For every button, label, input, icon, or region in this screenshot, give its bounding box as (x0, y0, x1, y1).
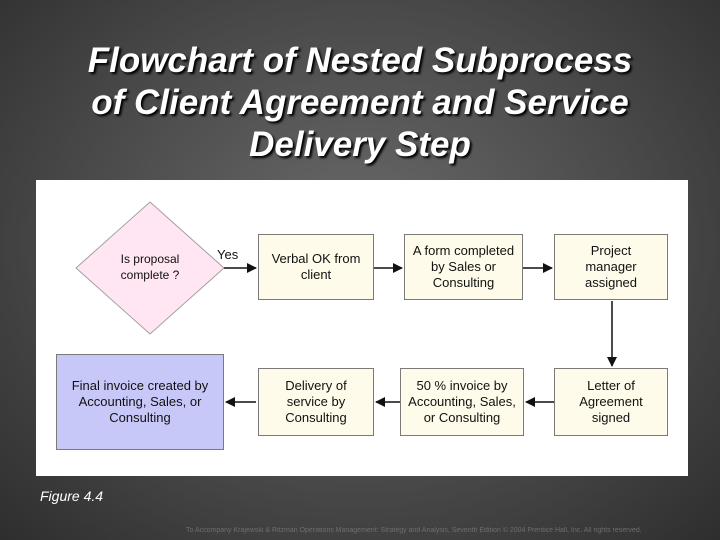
letter-of-agreement-box: Letter of Agreement signed (554, 368, 668, 436)
flowchart-panel (36, 180, 688, 476)
final-invoice-box: Final invoice created by Accounting, Sales, or Consulting (56, 354, 224, 450)
project-manager-box: Project manager assigned (554, 234, 668, 300)
verbal-ok-box: Verbal OK from client (258, 234, 374, 300)
slide-title (20, 40, 700, 166)
figure-label: Figure 4.4 (40, 488, 104, 504)
invoice-50-box: 50 % invoice by Accounting, Sales, or Consulting (400, 368, 524, 436)
yes-label: Yes (217, 247, 239, 262)
decision-label: Is proposal complete ? (120, 252, 180, 282)
title-line-1: Flowchart of Nested Subprocess (87, 41, 633, 80)
title-line-3: Delivery Step (249, 125, 471, 164)
title-line-2: of Client Agreement and Service (91, 83, 629, 122)
footer-credit: To Accompany Krajewski & Ritzman Operations Management: Strategy and Analysis, Seventh Edition © 2004 Prentice Hall, Inc. All rights reserved. (186, 527, 642, 534)
delivery-box: Delivery of service by Consulting (258, 368, 374, 436)
form-completed-box: A form completed by Sales or Consulting (404, 234, 523, 300)
